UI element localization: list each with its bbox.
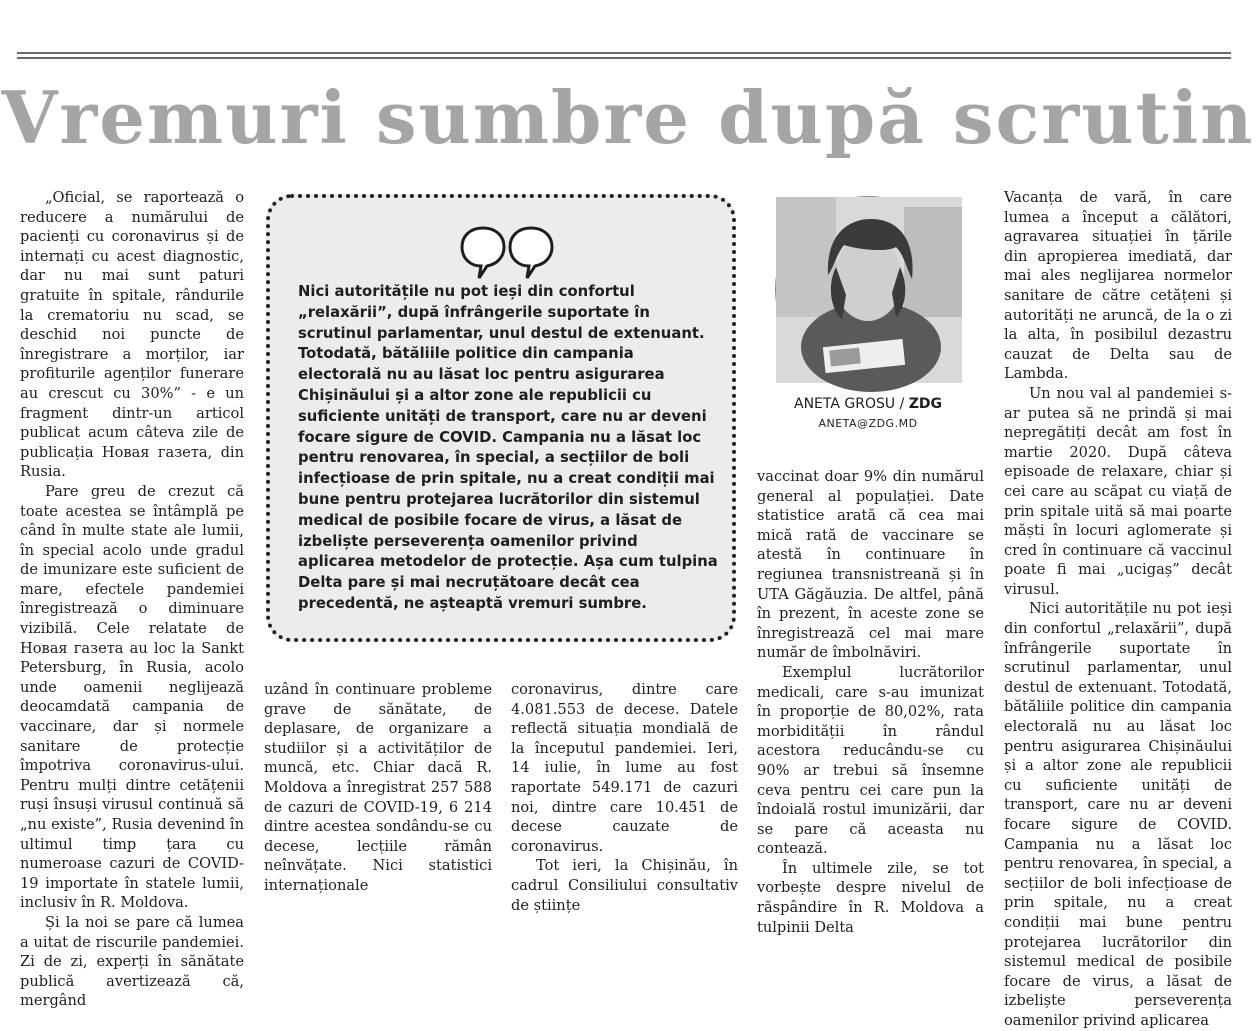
top-rule-secondary bbox=[17, 57, 1231, 59]
pull-quote-box bbox=[266, 194, 736, 642]
paragraph: Nici autoritățile nu pot ieși din confortul „relaxării”, după înfrângerile suportate în scrutinul parlamentar, unul destul de extenuant. Totodată, bătăliile politice din campania electorală nu au lăsat loc pentru asigurarea Chișinăului și a altor zone ale republicii cu suficiente unități de transport, care nu ar deveni focare sigure de COVID. Campania nu a lăsat loc pentru renovarea, în special, a secțiilor de boli infecțioase de prin spitale, nu a creat condiții mai bune pentru protejarea lucrătorilor din sistemul medical de posibile focare de virus, a lăsat de izbeliște perseverența oamenilor privind aplicarea bbox=[1004, 600, 1232, 1029]
pull-quote-text: Nici autoritățile nu pot ieși din confortul „relaxării”, după înfrângerile suportate în scrutinul parlamentar, unul destul de extenuant. Totodată, bătăliile politice din campania electorală nu au lăsat loc pentru asigurarea Chișinăului și a altor zone ale republicii cu suficiente unități de transport, care nu ar deveni focare sigure de COVID. Campania nu a lăsat loc pentru renovarea, în special, a secțiilor de boli infecțioase de prin spitale, nu a creat condiții mai bune pentru protejarea lucrătorilor din sistemul medical de posibile focare de virus, a lăsat de izbeliște perseverența oamenilor privind aplicarea metodelor de protecție. Așa cum tulpina Delta pare și mai necruțătoare decât cea precedentă, ne așteaptă vremuri sumbre. bbox=[298, 283, 718, 612]
paragraph: În ultimele zile, se tot vorbește despre nivelul de răspândire în R. Moldova a tulpinii Delta bbox=[757, 859, 984, 936]
paragraph: vaccinat doar 9% din numărul general al populației. Date statistice arată că cea mai mică rată de vaccinare se atestă în continuare în regiunea transnistreană și în UTA Găgăuzia. De altfel, până în prezent, în aceste zone se înregistrează cel mai mare număr de îmbolnăviri. bbox=[757, 468, 984, 662]
paragraph: Vacanța de vară, în care lumea a început a călători, agravarea situației în țările din apropierea imediată, dar mai ales neglijarea normelor sanitare de către cetățeni și autorități ne aruncă, de la o zi la alta, în posibilul dezastru cauzat de Delta sau de Lambda. bbox=[1004, 189, 1232, 383]
paragraph: Și la noi se pare că lumea a uitat de riscurile pandemiei. Zi de zi, experți în sănătate publică avertizează că, mergând bbox=[20, 913, 244, 1010]
author-outlet: ZDG bbox=[908, 396, 942, 412]
quote-icon bbox=[460, 226, 554, 280]
article-column-4 bbox=[757, 467, 984, 936]
article-column-2 bbox=[264, 680, 492, 894]
headline: Vremuri sumbre după scrutin bbox=[1, 75, 1255, 160]
article-column-5 bbox=[1004, 188, 1232, 1029]
paragraph: coronavirus, dintre care 4.081.553 de decese. Datele reflectă situația mondială de la începutul pandemiei. Ieri, 14 iulie, în lume au fost raportate 549.171 de cazuri noi, dintre care 10.451 de decese cauzate de coronavirus. bbox=[511, 681, 738, 855]
top-rule bbox=[17, 52, 1231, 54]
paragraph: Tot ieri, la Chișinău, în cadrul Consiliului consultativ de științe bbox=[511, 857, 738, 914]
author-byline bbox=[760, 396, 976, 412]
paragraph: Pare greu de crezut că toate acestea se întâmplă pe când în multe state ale lumii, în special acolo unde gradul de imunizare este suficient de mare, efectele pandemiei înregistrează o diminuare vizibilă. Cele relatate de Новая газета au loc la Sankt Petersburg, în Rusia, acolo unde oamenii neglijează deocamdată campania de vaccinare, dar și normele sanitare de protecție împotriva coronavirus-ului. Pentru mulți dintre cetățenii ruși însuși virusul continuă să „nu existe”, Rusia devenind în ultimul timp țara cu numeroase cazuri de COVID-19 importate în statele lumii, inclusiv în R. Moldova. bbox=[20, 482, 244, 912]
article-column-3 bbox=[511, 680, 738, 914]
paragraph: „Oficial, se raportează o reducere a numărului de pacienți cu coronavirus și de internați cu acest diagnostic, dar nu mai sunt paturi gratuite în spitale, rândurile la crematoriu nu scad, se deschid noi puncte de înregistrare a morților, iar profiturile agenților funerare au crescut cu 30%” - e un fragment dintr-un articol publicat acum câteva zile de publicația Новая газета, din Rusia. bbox=[20, 189, 244, 481]
paragraph: Un nou val al pandemiei s-ar putea să ne prindă și mai nepregătiți decât am fost în martie 2020. După câteva episoade de relaxare, chiar și cei care au scăpat cu viață de prin spitale uită să mai poarte măști în locuri aglomerate și cred în continuare că vaccinul poate fi mai „ucigaș” decât virusul. bbox=[1004, 384, 1232, 598]
paragraph: uzând în continuare probleme grave de sănătate, de deplasare, de organizare a studiilor și a activităților de muncă, etc. Chiar dacă R. Moldova a înregistrat 257 588 de cazuri de COVID-19, 6 214 dintre acestea sondându-se cu decese, lecțiile rămân neînvățate. Nici statistici internaționale bbox=[264, 681, 492, 894]
article-column-1 bbox=[20, 188, 244, 1010]
author-photo bbox=[775, 196, 961, 382]
author-email: ANETA@ZDG.MD bbox=[818, 417, 918, 430]
author-name: ANETA GROSU / bbox=[794, 396, 909, 412]
author-portrait-image bbox=[776, 197, 962, 383]
paragraph: Exemplul lucrătorilor medicali, care s-au imunizat în proporție de 80,02%, rata morbidității în rândul acestora reducându-se cu 90% ar trebui să însemne ceva pentru cei care pun la îndoială rostul imunizării, dar se pare că aceasta nu contează. bbox=[757, 663, 984, 858]
